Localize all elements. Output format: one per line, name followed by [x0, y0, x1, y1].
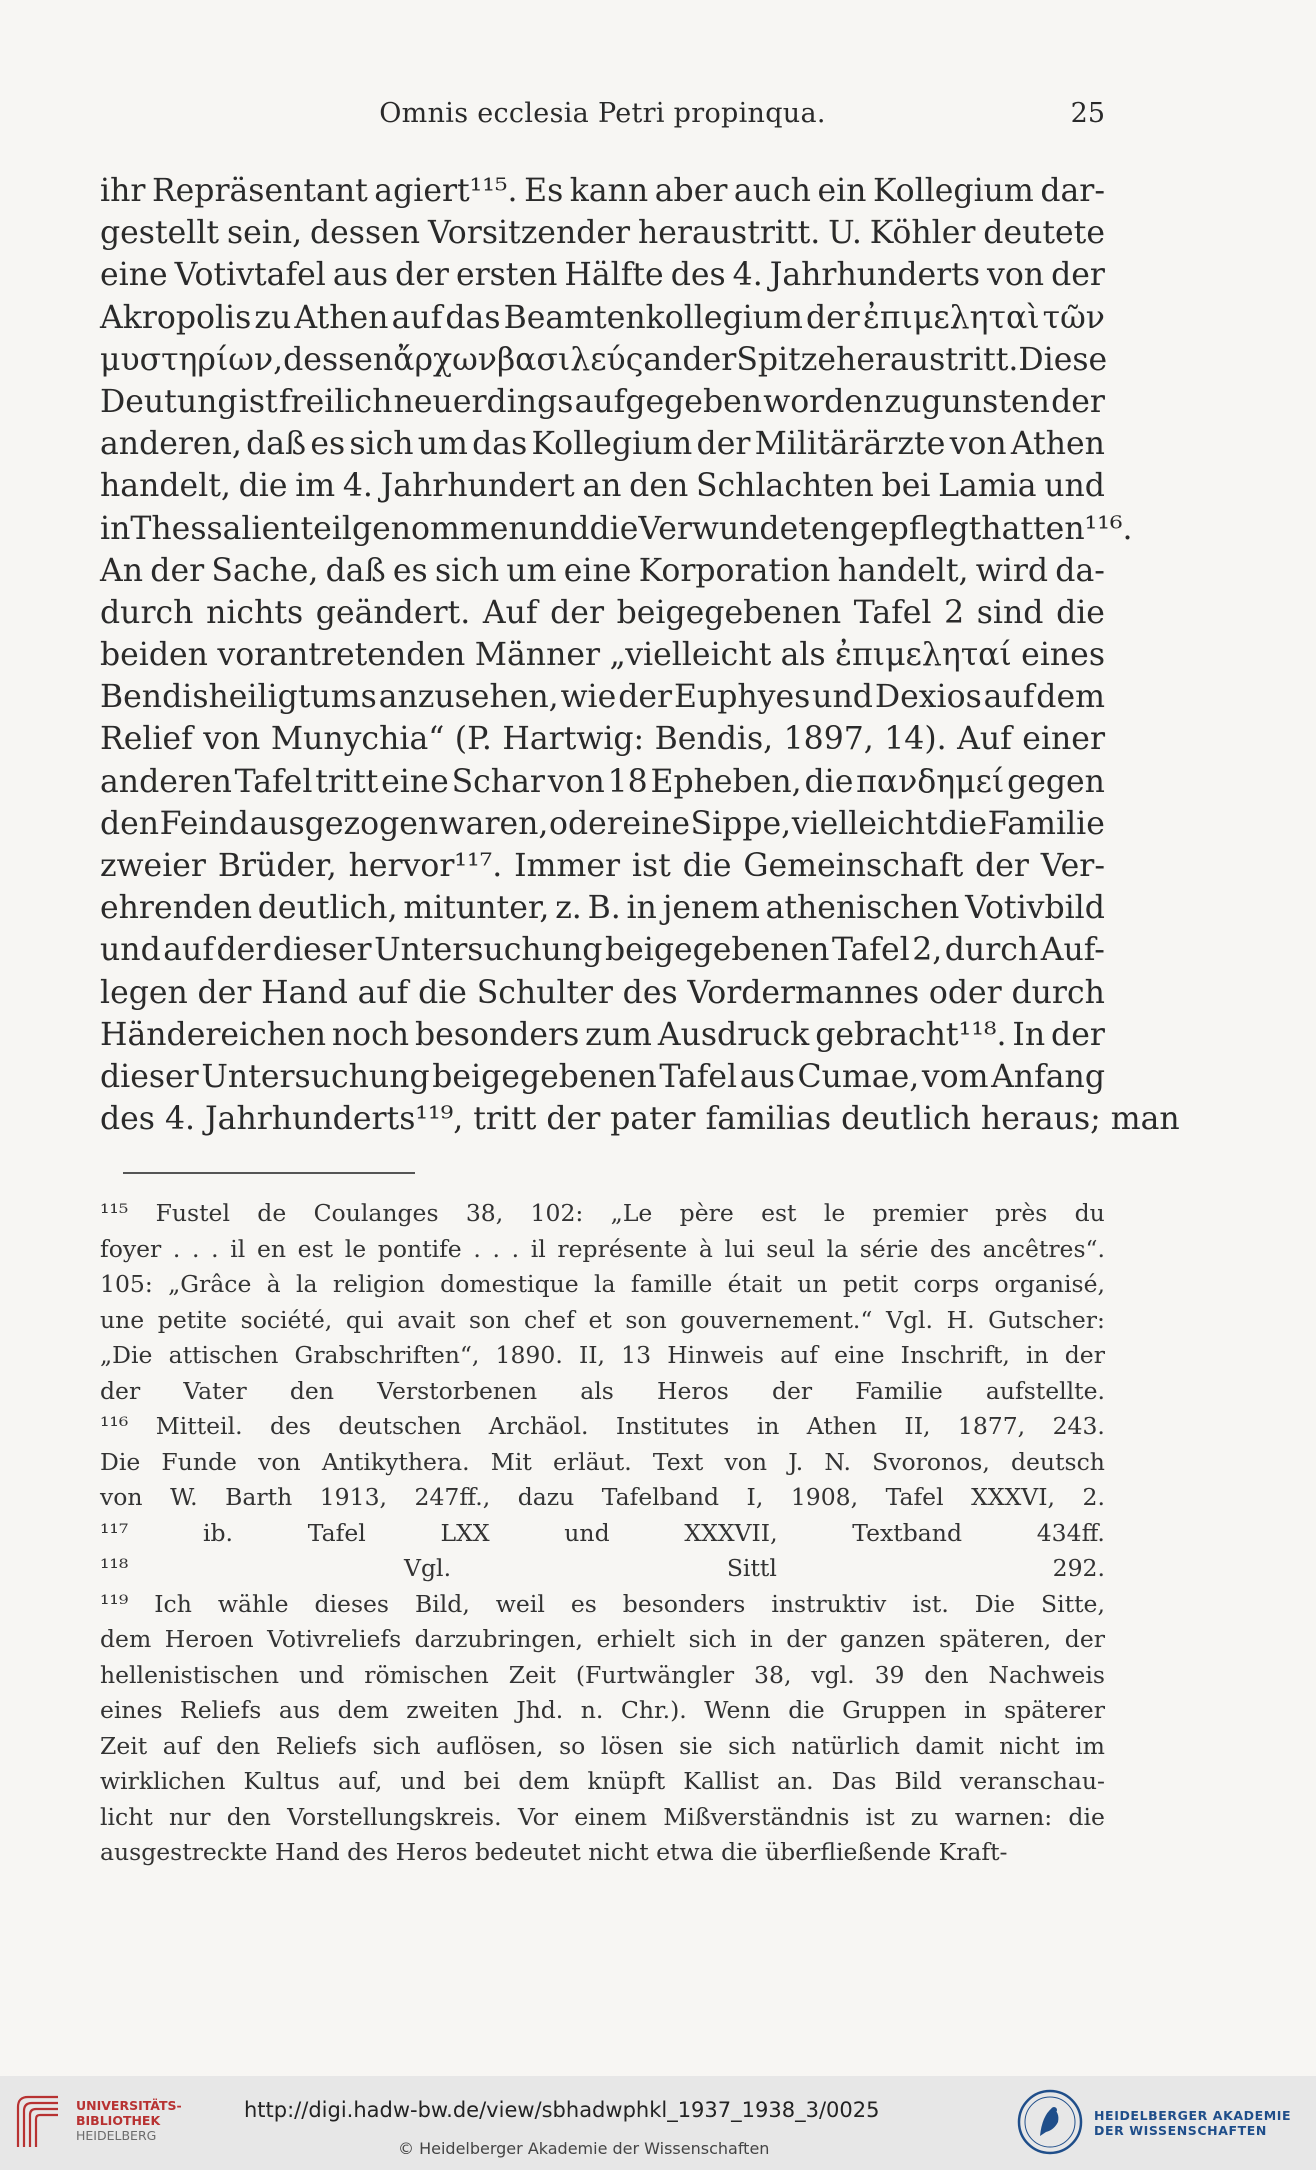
text-line: An der Sache, daß es sich um eine Korporation handelt, wird da- [100, 552, 1105, 589]
text-line: Relief von Munychia“ (P. Hartwig: Bendis, 1897, 14). Auf einer [100, 721, 1105, 758]
text-line: des 4. Jahrhunderts¹¹⁹, tritt der pater familias deutlich heraus; man [100, 1101, 1180, 1138]
running-title: Omnis ecclesia Petri propinqua. [379, 98, 826, 129]
footnote-line: ausgestreckte Hand des Heros bedeutet nicht etwa die überfließende Kraft- [100, 1838, 1008, 1866]
footnote-rule [123, 1172, 415, 1174]
text-line: Akropolis zu Athen auf das Beamtenkollegium der ἐπιμεληταὶ τῶν [100, 299, 1105, 336]
text-line: μυστηρίων, dessen ἄρχων βασιλεύς an der Spitze heraustritt. Diese [100, 341, 1108, 378]
text-line: Deutung ist freilich neuerdings aufgegeben worden zugunsten der [100, 383, 1105, 420]
text-line: durch nichts geändert. Auf der beigegebenen Tafel 2 sind die [100, 594, 1105, 631]
footnote-line: foyer . . . il en est le pontife . . . il représente à lui seul la série des ancêtres“. [100, 1234, 1105, 1263]
footnote-line: hellenistischen und römischen Zeit (Furtwängler 38, vgl. 39 den Nachweis [100, 1660, 1105, 1689]
footnote-line: ¹¹⁵ Fustel de Coulanges 38, 102: „Le père est le premier près du [100, 1199, 1105, 1227]
text-line: anderen, daß es sich um das Kollegium der Militärärzte von Athen [100, 426, 1105, 463]
text-line: den Feind ausgezogen waren, oder eine Sippe, vielleicht die Familie [100, 805, 1105, 842]
footnote-line: une petite société, qui avait son chef et son gouvernement.“ Vgl. H. Gutscher: [100, 1305, 1105, 1334]
academy-name [1094, 2108, 1291, 2138]
text-line: gestellt sein, dessen Vorsitzender heraustritt. U. Köhler deutete [100, 215, 1105, 252]
viewer-footer [0, 2076, 1316, 2170]
library-name-line: UNIVERSITÄTS- [76, 2098, 182, 2113]
text-line: und auf der dieser Untersuchung beigegebenen Tafel 2, durch Auf- [100, 932, 1105, 969]
footnote-line: Die Funde von Antikythera. Mit erläut. Text von J. N. Svoronos, deutsch [100, 1447, 1105, 1476]
footnote-line: licht nur den Vorstellungskreis. Vor einem Mißverständnis ist zu warnen: die [100, 1802, 1105, 1831]
text-line: ihr Repräsentant agiert¹¹⁵. Es kann aber auch ein Kollegium dar- [100, 173, 1105, 209]
text-line: Bendisheiligtums anzusehen, wie der Euphyes und Dexios auf dem [100, 679, 1105, 716]
text-line: eine Votivtafel aus der ersten Hälfte des 4. Jahrhunderts von der [100, 257, 1105, 294]
footnote-line: 105: „Grâce à la religion domestique la famille était un petit corps organisé, [100, 1270, 1105, 1298]
main-text [100, 170, 1180, 1140]
academy-seal-icon [1016, 2086, 1084, 2158]
footnote-line: „Die attischen Grabschriften“, 1890. II, 13 Hinweis auf eine Inschrift, in der [100, 1341, 1105, 1369]
footnote-line: von W. Barth 1913, 247ff., dazu Tafelband I, 1908, Tafel XXXVI, 2. [100, 1483, 1105, 1511]
footnote-line: ¹¹⁶ Mitteil. des deutschen Archäol. Institutes in Athen II, 1877, 243. [100, 1412, 1105, 1440]
copyright-notice: © Heidelberger Akademie der Wissenschaften [398, 2139, 770, 2158]
footnote-line: dem Heroen Votivreliefs darzubringen, erhielt sich in der ganzen späteren, der [100, 1625, 1105, 1653]
text-line: dieser Untersuchung beigegebenen Tafel aus Cumae, vom Anfang [100, 1058, 1105, 1095]
footnote-line: Zeit auf den Reliefs sich auflösen, so lösen sie sich natürlich damit nicht im [100, 1731, 1105, 1760]
page-number: 25 [1070, 98, 1105, 129]
text-line: anderen Tafel tritt eine Schar von 18 Epheben, die πανδημεί gegen [100, 763, 1105, 800]
page-url-link[interactable]: http://digi.hadw-bw.de/view/sbhadwphkl_1937_1938_3/0025 [244, 2098, 880, 2122]
university-library-logo-icon [14, 2091, 62, 2151]
text-line: in Thessalien teilgenommen und die Verwundeten gepflegt hatten¹¹⁶. [100, 510, 1133, 547]
footnote-line: ¹¹⁸ Vgl. Sittl 292. [100, 1554, 1105, 1582]
text-line: ehrenden deutlich, mitunter, z. B. in jenem athenischen Votivbild [100, 890, 1105, 927]
footnote-line: ¹¹⁹ Ich wähle dieses Bild, weil es besonders instruktiv ist. Die Sitte, [100, 1589, 1105, 1618]
text-line: beiden vorantretenden Männer „vielleicht als ἐπιμεληταί eines [100, 637, 1105, 674]
footnote-line: ¹¹⁷ ib. Tafel LXX und XXXVII, Textband 434ff. [100, 1518, 1105, 1547]
library-name-line: HEIDELBERG [76, 2128, 157, 2143]
text-line: handelt, die im 4. Jahrhundert an den Schlachten bei Lamia und [100, 468, 1105, 505]
text-line: zweier Brüder, hervor¹¹⁷. Immer ist die Gemeinschaft der Ver- [100, 848, 1105, 884]
text-line: legen der Hand auf die Schulter des Vordermannes oder durch [100, 974, 1105, 1011]
academy-name-line: DER WISSENSCHAFTEN [1094, 2123, 1267, 2138]
text-line: Händereichen noch besonders zum Ausdruck gebracht¹¹⁸. In der [100, 1016, 1105, 1053]
footnote-line: der Vater den Verstorbenen als Heros der Familie aufstellte. [100, 1376, 1105, 1405]
footnote-line: wirklichen Kultus auf, und bei dem knüpft Kallist an. Das Bild veranschau- [100, 1767, 1105, 1795]
library-name-line: BIBLIOTHEK [76, 2113, 161, 2128]
footnotes [100, 1196, 1105, 1871]
library-name [76, 2098, 182, 2143]
footnote-line: eines Reliefs aus dem zweiten Jhd. n. Chr.). Wenn die Gruppen in späterer [100, 1696, 1105, 1724]
page-header [100, 98, 1105, 138]
academy-name-line: HEIDELBERGER AKADEMIE [1094, 2108, 1292, 2123]
